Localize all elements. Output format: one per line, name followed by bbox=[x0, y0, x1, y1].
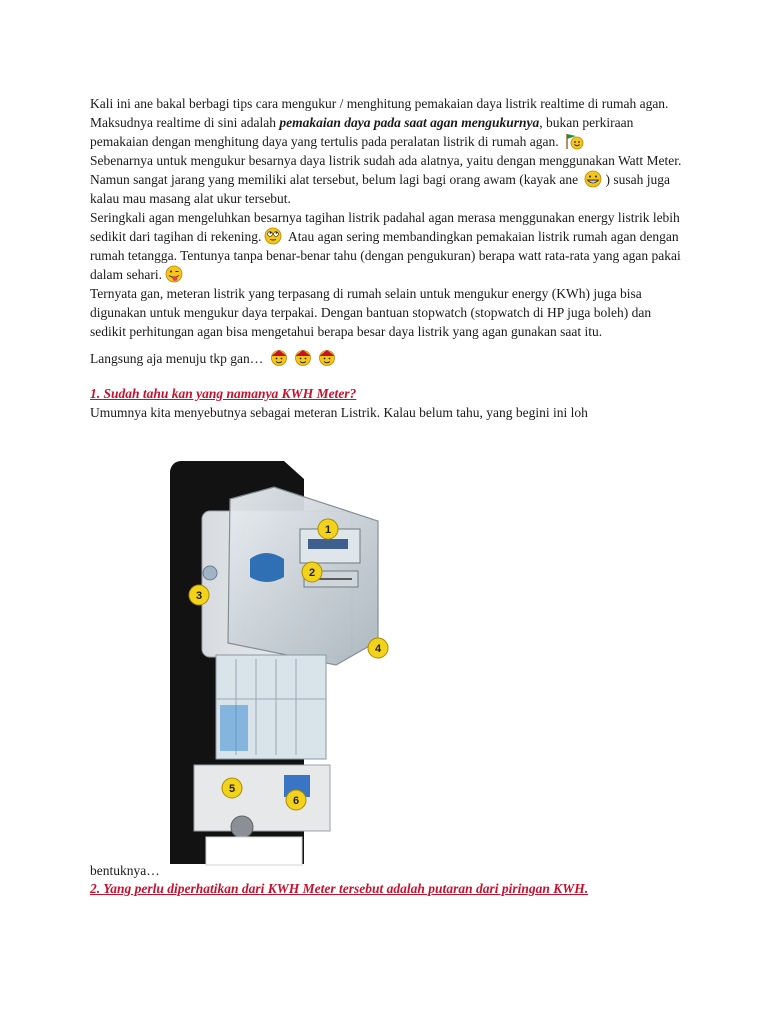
marker-1-label: 1 bbox=[324, 524, 332, 536]
paragraph-text: Sebenarnya untuk mengukur besarnya daya listrik sudah ada alatnya, yaitu dengan menggunakan Watt Meter. Namun sangat jarang yang memiliki alat tersebut, belum lagi bagi orang awam (kayak ane bbox=[90, 153, 682, 187]
marker-4-label: 4 bbox=[374, 643, 382, 655]
marker-3-label: 3 bbox=[195, 590, 203, 602]
paragraph-text-end: Atau agan sering membandingkan pemakaian listrik rumah agan dengan rumah tetangga. Tentunya tanpa benar-benar tahu (dengan pengukuran) berapa watt rata-rata yang agan pakai dalam sehari. bbox=[90, 229, 681, 282]
section-1-text: Umumnya kita menyebutnya sebagai meteran Listrik. Kalau belum tahu, yang begini ini loh bbox=[90, 405, 588, 420]
marching-smiley-icon bbox=[293, 349, 313, 367]
intro-paragraph-2 bbox=[90, 151, 690, 208]
intro-paragraph-5 bbox=[90, 349, 690, 368]
marker-2-label: 2 bbox=[308, 567, 316, 579]
intro-paragraph-4: Ternyata gan, meteran listrik yang terpasang di rumah selain untuk mengukur energy (KWh) juga bisa digunakan untuk mengukur daya terpakai. Dengan bantuan stopwatch (stopwatch di HP juga boleh) dan sedikit perhitungan agan bisa mengetahui berapa besar daya listrik yang agan gunakan saat itu. bbox=[90, 286, 652, 339]
kwh-meter-photo bbox=[166, 459, 394, 869]
section-2-heading: 2. Yang perlu diperhatikan dari KWH Meter tersebut adalah putaran dari piringan KWH. bbox=[90, 881, 589, 896]
tongue-smiley-icon bbox=[164, 265, 184, 283]
paragraph-text: Langsung aja menuju tkp gan… bbox=[90, 351, 264, 366]
intro-text-end: , bukan perkiraan pemakaian dengan menghitung daya yang tertulis pada peralatan listrik di rumah agan. bbox=[90, 115, 634, 149]
intro-paragraph-1 bbox=[90, 94, 690, 151]
paragraph-text-end: ) susah juga kalau mau masang alat ukur tersebut. bbox=[90, 172, 670, 206]
section-1-heading: 1. Sudah tahu kan yang namanya KWH Meter? bbox=[90, 386, 357, 401]
intro-paragraph-3 bbox=[90, 208, 690, 284]
marker-6-label: 6 bbox=[292, 795, 300, 807]
flag-smiley-icon bbox=[564, 132, 584, 150]
document-body bbox=[90, 94, 690, 422]
marching-smiley-icon bbox=[317, 349, 337, 367]
emphasis-text: pemakaian daya pada saat agan mengukurnya bbox=[279, 115, 540, 130]
intro-text: Kali ini ane bakal berbagi tips cara mengukur / menghitung pemakaian daya listrik realtime di rumah agan. Maksudnya realtime di sini adalah bbox=[90, 96, 669, 130]
marching-smiley-icon bbox=[269, 349, 289, 367]
marker-5-label: 5 bbox=[228, 783, 236, 795]
figure-caption: bentuknya… bbox=[90, 863, 160, 878]
rolling-eyes-smiley-icon bbox=[263, 227, 283, 245]
paragraph-text: Seringkali agan mengeluhkan besarnya tagihan listrik padahal agan merasa menggunakan energy listrik lebih sedikit dari tagihan di rekening. bbox=[90, 210, 680, 244]
grin-smiley-icon bbox=[583, 170, 603, 188]
